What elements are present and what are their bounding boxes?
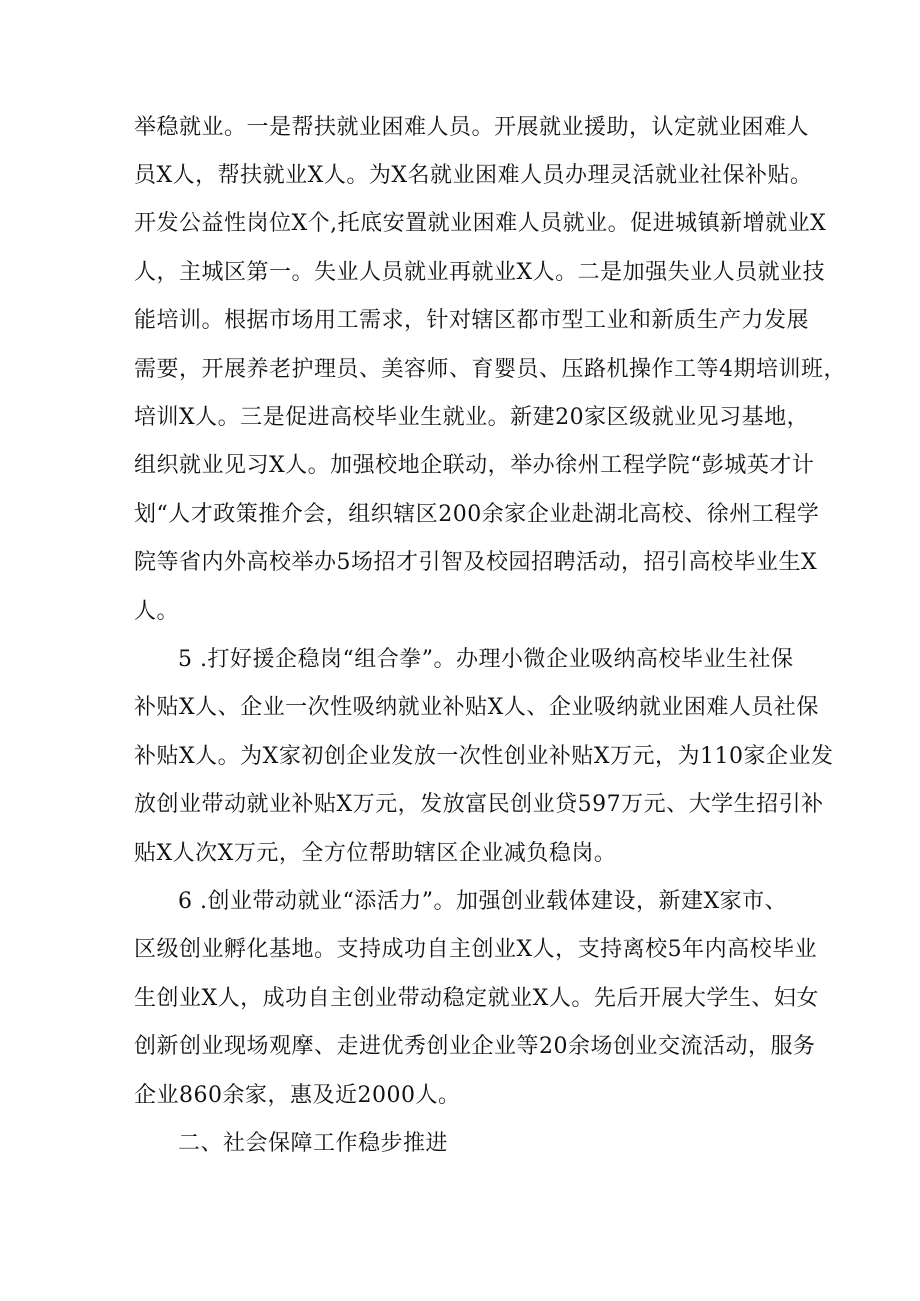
text-line: 举稳就业。一是帮扶就业困难人员。开展就业援助，认定就业困难人 [134,115,810,140]
text-line: 放创业带动就业补贴X万元，发放富民创业贷597万元、大学生招引补 [134,792,824,817]
text-line: 人。 [134,599,180,624]
text-line: 创新创业现场观摩、走进优秀创业企业等20余场创业交流活动，服务 [134,1034,816,1059]
text-line: 贴X人次X万元，全方位帮助辖区企业减负稳岗。 [134,841,617,866]
text-line: 开发公益性岗位X个,托底安置就业困难人员就业。促进城镇新增就业X [134,211,827,236]
text-line: 员X人，帮扶就业X人。为X名就业困难人员办理灵活就业社保补贴。 [134,163,813,188]
paragraph-heading-6: 6 .创业带动就业“添活力”。加强创业载体建设，新建X家市、 [178,889,788,914]
text-line: 补贴X人、企业一次性吸纳就业补贴X人、企业吸纳就业困难人员社保 [134,695,819,720]
text-line: 需要，开展养老护理员、美容师、育婴员、压路机操作工等4期培训班， [134,357,846,382]
text-line: 区级创业孵化基地。支持成功自主创业X人，支持离校5年内高校毕业 [134,937,818,962]
text-line: 划“人才政策推介会，组织辖区200余家企业赴湖北高校、徐州工程学 [134,502,820,527]
text-line: 人，主城区第一。失业人员就业再就业X人。二是加强失业人员就业技 [134,260,826,285]
text-line: 院等省内外高校举办5场招才引智及校园招聘活动，招引高校毕业生X [134,550,818,575]
text-line: 能培训。根据市场用工需求，针对辖区都市型工业和新质生产力发展 [134,308,810,333]
text-line: 培训X人。三是促进高校毕业生就业。新建20家区级就业见习基地， [134,405,810,430]
text-line: 企业860余家，惠及近2000人。 [134,1083,461,1108]
section-heading: 二、社会保障工作稳步推进 [178,1131,449,1156]
paragraph-heading-5: 5 .打好援企稳岗“组合拳”。办理小微企业吸纳高校毕业生社保 [178,647,794,672]
text-line: 补贴X人。为X家初创企业发放一次性创业补贴X万元，为110家企业发 [134,744,834,769]
text-line: 组织就业见习X人。加强校地企联动，举办徐州工程学院“彭城英才计 [134,453,815,478]
text-line: 生创业X人，成功自主创业带动稳定就业X人。先后开展大学生、妇女 [134,986,819,1011]
